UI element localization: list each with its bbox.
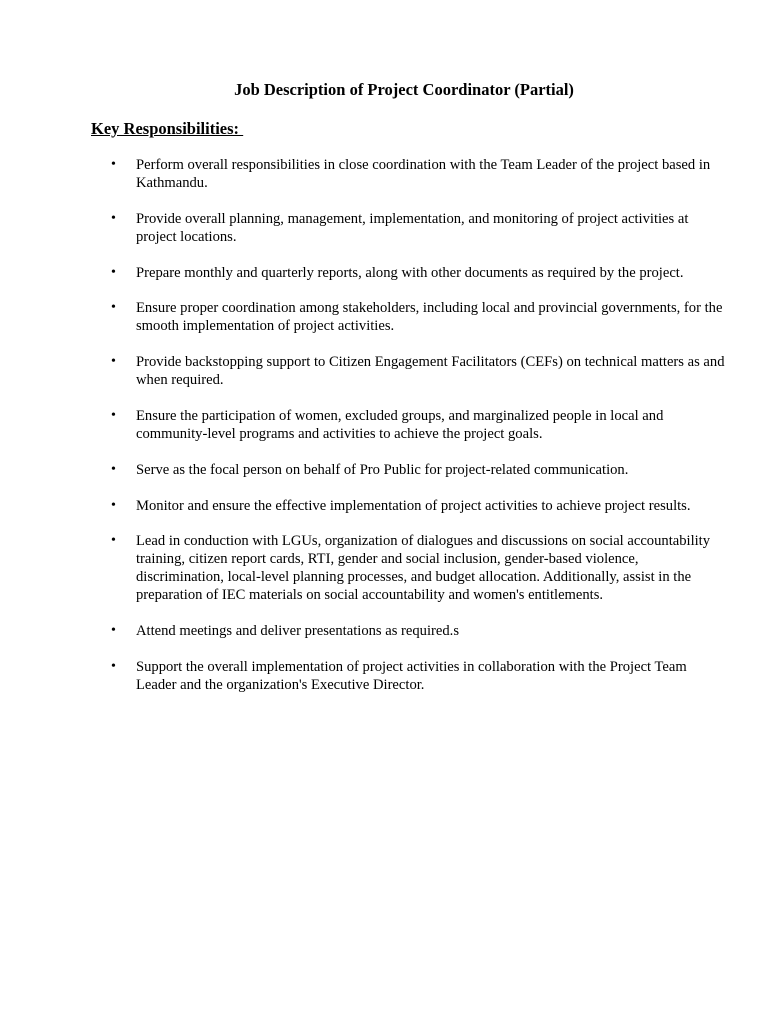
bullet-icon: • bbox=[111, 461, 116, 477]
bullet-icon: • bbox=[111, 407, 116, 423]
list-item-text: Ensure proper coordination among stakeholders, including local and provincial governments, for the smooth implementation of project activities. bbox=[136, 300, 723, 335]
bullet-icon: • bbox=[111, 157, 116, 172]
list-item-text: Perform overall responsibilities in close coordination with the Team Leader of the project based in Kathmandu. bbox=[136, 157, 711, 191]
list-item bbox=[0, 210, 768, 246]
list-item bbox=[0, 461, 768, 479]
bullet-icon: • bbox=[111, 264, 116, 280]
list-item bbox=[0, 353, 768, 389]
list-item bbox=[0, 264, 768, 282]
bullet-icon: • bbox=[111, 354, 116, 370]
list-item-text: Prepare monthly and quarterly reports, along with other documents as required by the project. bbox=[136, 264, 684, 281]
document-title: Job Description of Project Coordinator (Partial) bbox=[234, 80, 574, 99]
bullet-icon: • bbox=[111, 497, 116, 513]
bullet-icon: • bbox=[111, 533, 116, 549]
list-item-text: Provide backstopping support to Citizen Engagement Facilitators (CEFs) on technical matters as and when required. bbox=[136, 354, 725, 389]
bullet-icon: • bbox=[111, 300, 116, 316]
section-heading-key-responsibilities: Key Responsibilities: bbox=[91, 119, 244, 138]
list-item-text: Attend meetings and deliver presentations as required.s bbox=[136, 623, 459, 640]
list-item-text: Provide overall planning, management, implementation, and monitoring of project activities at project locations. bbox=[136, 210, 689, 245]
bullet-icon: • bbox=[111, 623, 116, 639]
list-item bbox=[0, 299, 768, 335]
list-item-text: Monitor and ensure the effective implementation of project activities to achieve project results. bbox=[136, 497, 691, 514]
list-item-text: Ensure the participation of women, excluded groups, and marginalized people in local and community-level programs and activities to achieve the project goals. bbox=[136, 407, 664, 442]
list-item bbox=[0, 658, 768, 694]
list-item-text: Serve as the focal person on behalf of Pro Public for project-related communication. bbox=[136, 461, 629, 478]
list-item-text: Lead in conduction with LGUs, organization of dialogues and discussions on social accountability training, citizen report cards, RTI, gender and social inclusion, gender-based violence, discrimination, local-level planning processes, and budget allocation. Additionally, assist in the preparation of IEC materials on social accountability and women's entitlements. bbox=[136, 533, 711, 604]
list-item bbox=[0, 156, 768, 192]
bullet-icon: • bbox=[111, 658, 116, 674]
list-item bbox=[0, 497, 768, 515]
list-item bbox=[0, 622, 768, 640]
list-item-text: Support the overall implementation of project activities in collaboration with the Project Team Leader and the organization's Executive Director. bbox=[136, 658, 687, 693]
bullet-icon: • bbox=[111, 210, 116, 226]
list-item bbox=[0, 532, 768, 604]
list-item bbox=[0, 407, 768, 443]
responsibilities-list bbox=[0, 156, 768, 712]
